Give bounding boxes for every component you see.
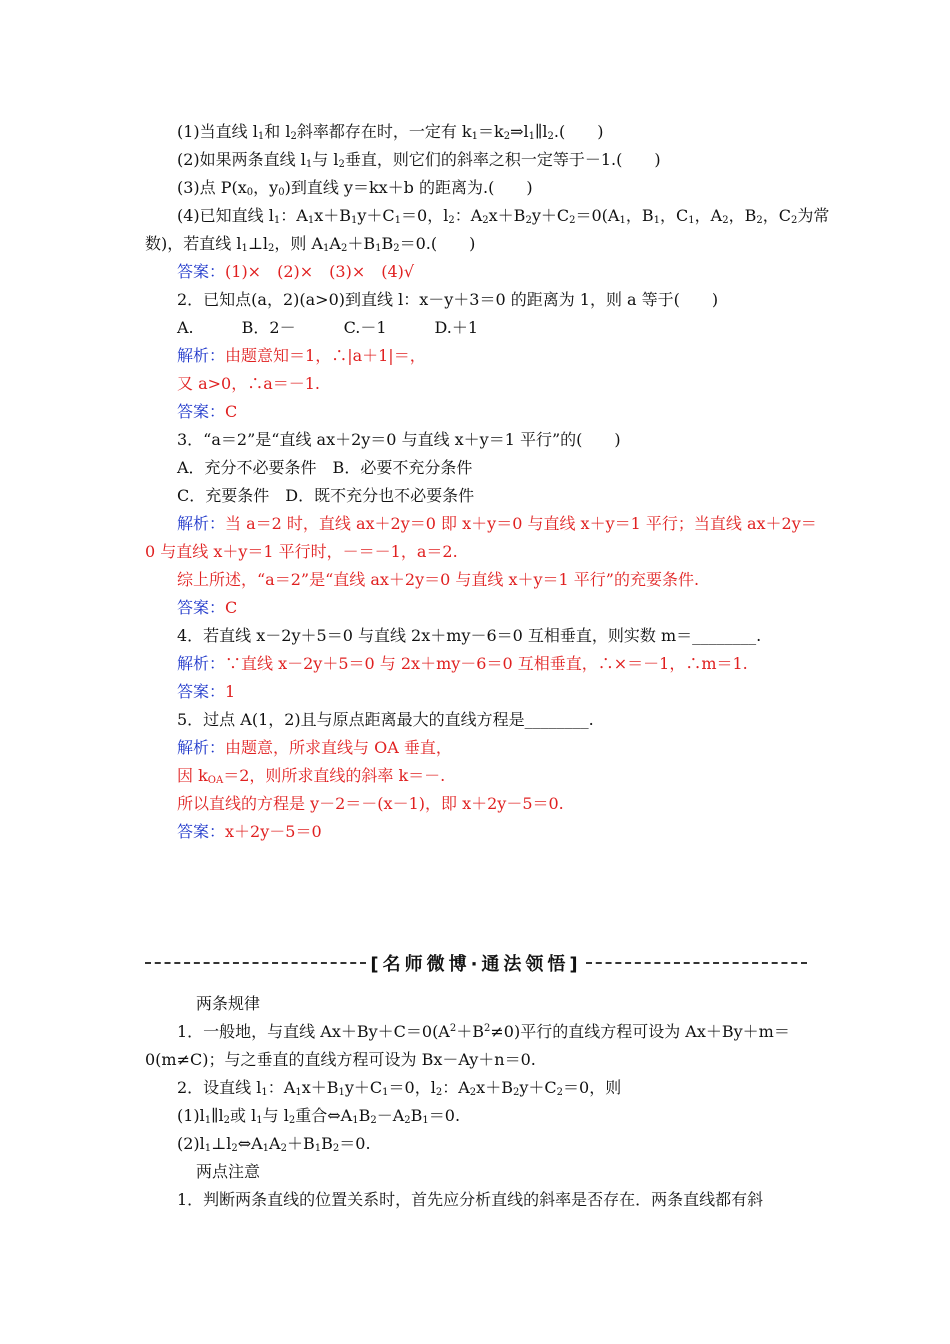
q1-statement-1: (1)当直线 $l_1$和 $l_2$斜率都存在时，一定有 $k_1=k_2\Rightarrow l_1\parallel l_2$.( ) bbox=[177, 122, 604, 142]
q1-statement-2: (2)如果两条直线 $l_1$与 $l_2$垂直，则它们的斜率之积一定等于－1.( ) bbox=[177, 150, 661, 170]
rule-1-line-1: 1．一般地，与直线 $Ax+By+C=0(A^2+B^2\ne 0)$平行的直线方程可设为 Ax＋By＋m＝ bbox=[177, 1022, 790, 1041]
banner-dash-right bbox=[586, 962, 807, 964]
q5-solution-2: 因 $k_{OA}=2$，则所求直线的斜率 k＝－. bbox=[177, 766, 446, 786]
q3-options-cd: C．充要条件 D．既不充分也不必要条件 bbox=[177, 486, 475, 505]
q5-solution-3: 所以直线的方程是 y－2＝－(x－1)，即 x＋2y－5＝0. bbox=[177, 794, 564, 813]
q5-answer: 答案：x＋2y－5＝0 bbox=[177, 822, 322, 841]
q3-options-ab: A．充分不必要条件 B．必要不充分条件 bbox=[177, 458, 473, 477]
banner-dash-left bbox=[145, 962, 366, 964]
q4-stem: 4．若直线 x－2y＋5＝0 与直线 2x＋my－6＝0 互相垂直，则实数 m＝________. bbox=[177, 626, 762, 645]
q1-statement-4: (4)已知直线 $l_1$：$A_1x+B_1y+C_1=0$，$l_2$：$A_2x+B_2y+C_2=0(A_1$，$B_1$，$C_1$，$A_2$，$B_2$，$C_2$为常 bbox=[177, 206, 830, 226]
q3-stem: 3．“a＝2”是“直线 ax＋2y＝0 与直线 x＋y＝1 平行”的( ) bbox=[177, 430, 621, 449]
q1-statement-4-cont: 数)，若直线 $l_1\perp l_2$，则 $A_1A_2+B_1B_2=0$.( ) bbox=[145, 234, 476, 254]
note-1: 1．判断两条直线的位置关系时，首先应分析直线的斜率是否存在．两条直线都有斜 bbox=[177, 1190, 764, 1209]
q5-solution-1: 解析：由题意，所求直线与 OA 垂直， bbox=[177, 738, 452, 757]
q3-answer: 答案：C bbox=[177, 598, 238, 617]
rule-2: 2．设直线 $l_1$：$A_1x+B_1y+C_1=0$，$l_2$：$A_2x+B_2y+C_2=0$，则 bbox=[177, 1078, 622, 1098]
q3-solution-3: 综上所述，“a＝2”是“直线 ax＋2y＝0 与直线 x＋y＝1 平行”的充要条件. bbox=[177, 570, 700, 589]
q4-answer: 答案：1 bbox=[177, 682, 236, 701]
q2-options: A. B．2－ C.－1 D.＋1 bbox=[177, 318, 479, 337]
q2-solution-1: 解析：由题意知＝1，∴|a＋1|＝， bbox=[177, 346, 426, 365]
rule-1-line-2: 0(m≠C)；与之垂直的直线方程可设为 Bx－Ay＋n＝0. bbox=[145, 1050, 536, 1069]
q3-solution-1: 解析：当 a＝2 时，直线 ax＋2y＝0 即 x＋y＝0 与直线 x＋y＝1 平行；当直线 ax＋2y＝ bbox=[177, 514, 817, 533]
rules-heading-two-notes: 两点注意 bbox=[196, 1162, 261, 1181]
banner-title: [名师微博·通法领悟] bbox=[370, 954, 582, 975]
q5-stem: 5．过点 A(1，2)且与原点距离最大的直线方程是________. bbox=[177, 710, 594, 729]
q3-solution-2: 0 与直线 x＋y＝1 平行时，－＝－1，a＝2. bbox=[145, 542, 458, 561]
section-banner bbox=[145, 948, 807, 978]
q2-stem: 2．已知点(a，2)(a>0)到直线 l：x－y＋3＝0 的距离为 1，则 a 等于( ) bbox=[177, 290, 719, 309]
q2-solution-2: 又 a>0，∴a＝－1. bbox=[177, 374, 321, 393]
q1-answer: 答案：(1)× (2)× (3)× (4)√ bbox=[177, 262, 415, 281]
rule-2-item-2: $(2)l_1\perp l_2\Leftrightarrow A_1A_2+B_1B_2=0$. bbox=[177, 1134, 371, 1154]
q4-solution: 解析：∵直线 x－2y＋5＝0 与 2x＋my－6＝0 互相垂直，∴×＝－1，∴m＝1. bbox=[177, 654, 748, 673]
rule-2-item-1: $(1)l_1\parallel l_2$或 $l_1$与 $l_2$重合$\Leftrightarrow A_1B_2-A_2B_1=0$. bbox=[177, 1106, 461, 1126]
q2-answer: 答案：C bbox=[177, 402, 238, 421]
q1-statement-3: (3)点 $P(x_0$，$y_0$)到直线 y＝kx＋b 的距离为.( ) bbox=[177, 178, 533, 198]
rules-heading-two-laws: 两条规律 bbox=[196, 994, 261, 1013]
